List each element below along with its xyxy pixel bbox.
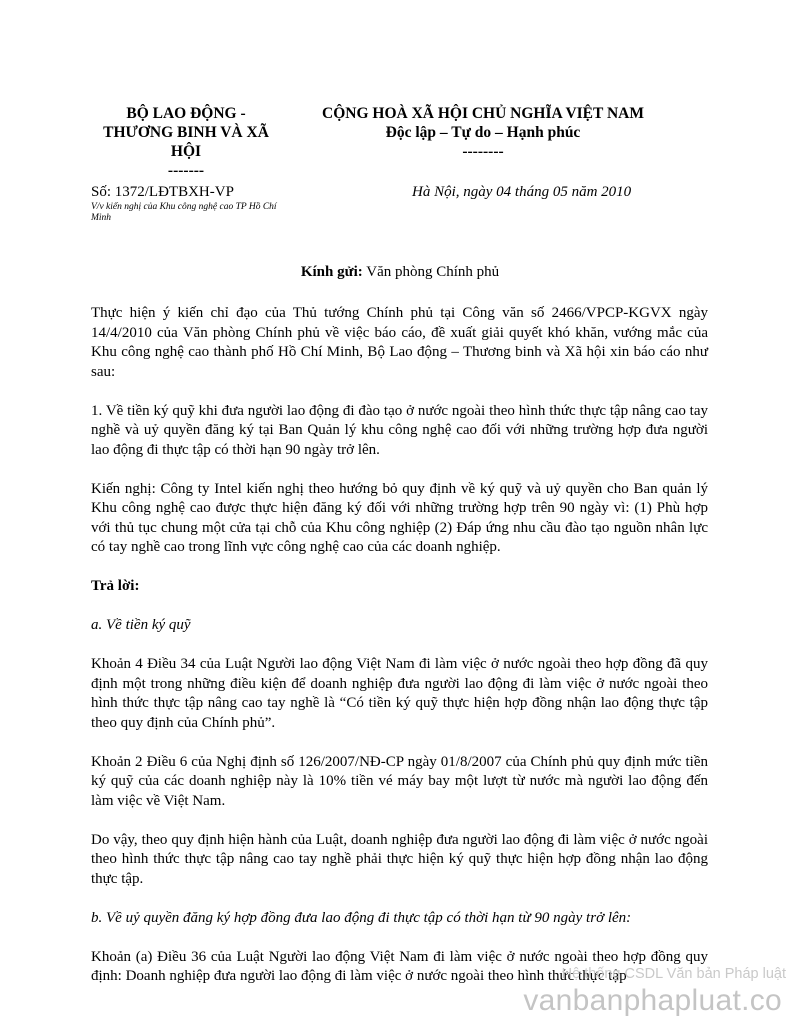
paragraph-law-article-36: Khoản (a) Điều 36 của Luật Người lao động Việt Nam đi làm việc ở nước ngoài theo hợp đồng quy định: Doanh nghiệp đưa người lao động đi làm việc ở nước ngoài theo hình thức thực tập	[91, 948, 708, 984]
motto: Độc lập – Tự do – Hạnh phúc	[385, 124, 581, 141]
paragraph-decree-126: Khoản 2 Điều 6 của Nghị định số 126/2007/NĐ-CP ngày 01/8/2007 của Chính phủ quy định mức tiền ký quỹ của các doanh nghiệp này là 10% tiền vé máy bay một lượt từ nước mà người lao động đến làm việc về Việt Nam.	[91, 753, 708, 809]
paragraph-intro: Thực hiện ý kiến chỉ đạo của Thủ tướng Chính phủ tại Công văn số 2466/VPCP-KGVX ngày 14/4/2010 của Văn phòng Chính phủ về việc báo cáo, đề xuất giải quyết khó khăn, vướng mắc của Khu công nghệ cao thành phố Hồ Chí Minh, Bộ Lao động – Thương binh và Xã hội xin báo cáo như sau:	[91, 305, 708, 380]
recipient-label: Kính gửi:	[300, 264, 363, 280]
watermark-site: vanbanphapluat.co	[523, 984, 782, 1017]
section-a-heading: a. Về tiền ký quỹ	[91, 617, 191, 633]
paragraph-issue-1: 1. Về tiền ký quỹ khi đưa người lao động đi đào tạo ở nước ngoài theo hình thức thực tập nâng cao tay nghề và uỷ quyền đăng ký tại Ban Quản lý khu công nghệ cao đối với những trường hợp đưa người lao động đi thực tập có thời hạn 90 ngày trở lên.	[91, 402, 708, 458]
national-motto-header	[300, 104, 666, 161]
recipient-value: Văn phòng Chính phủ	[362, 264, 500, 280]
paragraph-recommendation: Kiến nghị: Công ty Intel kiến nghị theo hướng bỏ quy định về ký quỹ và uỷ quyền cho Ban quản lý Khu công nghệ cao được thực hiện đăng ký đối với những trường hợp trên 90 ngày vì: (1) Phù hợp với thủ tục chung một cửa tại chỗ của Khu công nghiệp (2) Đáp ứng nhu cầu đào tạo nguồn nhân lực có tay nghề cao trong lĩnh vực công nghệ cao của các doanh nghiệp.	[91, 480, 708, 555]
answer-heading: Trả lời:	[91, 578, 140, 594]
document-number: Số: 1372/LĐTBXH-VP	[91, 184, 234, 200]
agency-line-1: BỘ LAO ĐỘNG -	[126, 105, 246, 122]
paragraph-law-article-34: Khoản 4 Điều 34 của Luật Người lao động Việt Nam đi làm việc ở nước ngoài theo hợp đồng đã quy định một trong những điều kiện để doanh nghiệp đưa người lao động đi làm việc ở nước ngoài theo hình thức thực tập nâng cao tay nghề là “Có tiền ký quỹ thực hiện hợp đồng nhận lao động thực tập theo quy định của Chính phủ”.	[91, 656, 708, 731]
agency-line-3: HỘI	[170, 143, 202, 160]
agency-rule: -------	[167, 162, 205, 179]
paragraph-conclusion: Do vậy, theo quy định hiện hành của Luật, doanh nghiệp đưa người lao động đi làm việc ở nước ngoài theo hình thức thực tập nâng cao tay nghề phải thực hiện ký quỹ thực hiện hợp đồng nhận lao động thực tập.	[91, 831, 708, 887]
document-body	[91, 304, 708, 1006]
watermark-caption: Hệ thống CSDL Văn bản Pháp luật	[561, 966, 786, 982]
issuing-agency-header	[78, 104, 294, 180]
recipient-line	[0, 264, 800, 281]
section-b-heading: b. Về uỷ quyền đăng ký hợp đồng đưa lao động đi thực tập có thời hạn từ 90 ngày trở lên:	[91, 909, 632, 926]
country-name: CỘNG HOÀ XÃ HỘI CHỦ NGHĨA VIỆT NAM	[322, 105, 644, 122]
date-line: Hà Nội, ngày 04 tháng 05 năm 2010	[412, 184, 632, 200]
motto-rule: --------	[462, 143, 504, 160]
agency-line-2: THƯƠNG BINH VÀ XÃ	[103, 124, 269, 141]
document-subject: V/v kiến nghị của Khu công nghệ cao TP Hồ Chí Minh	[91, 202, 277, 223]
